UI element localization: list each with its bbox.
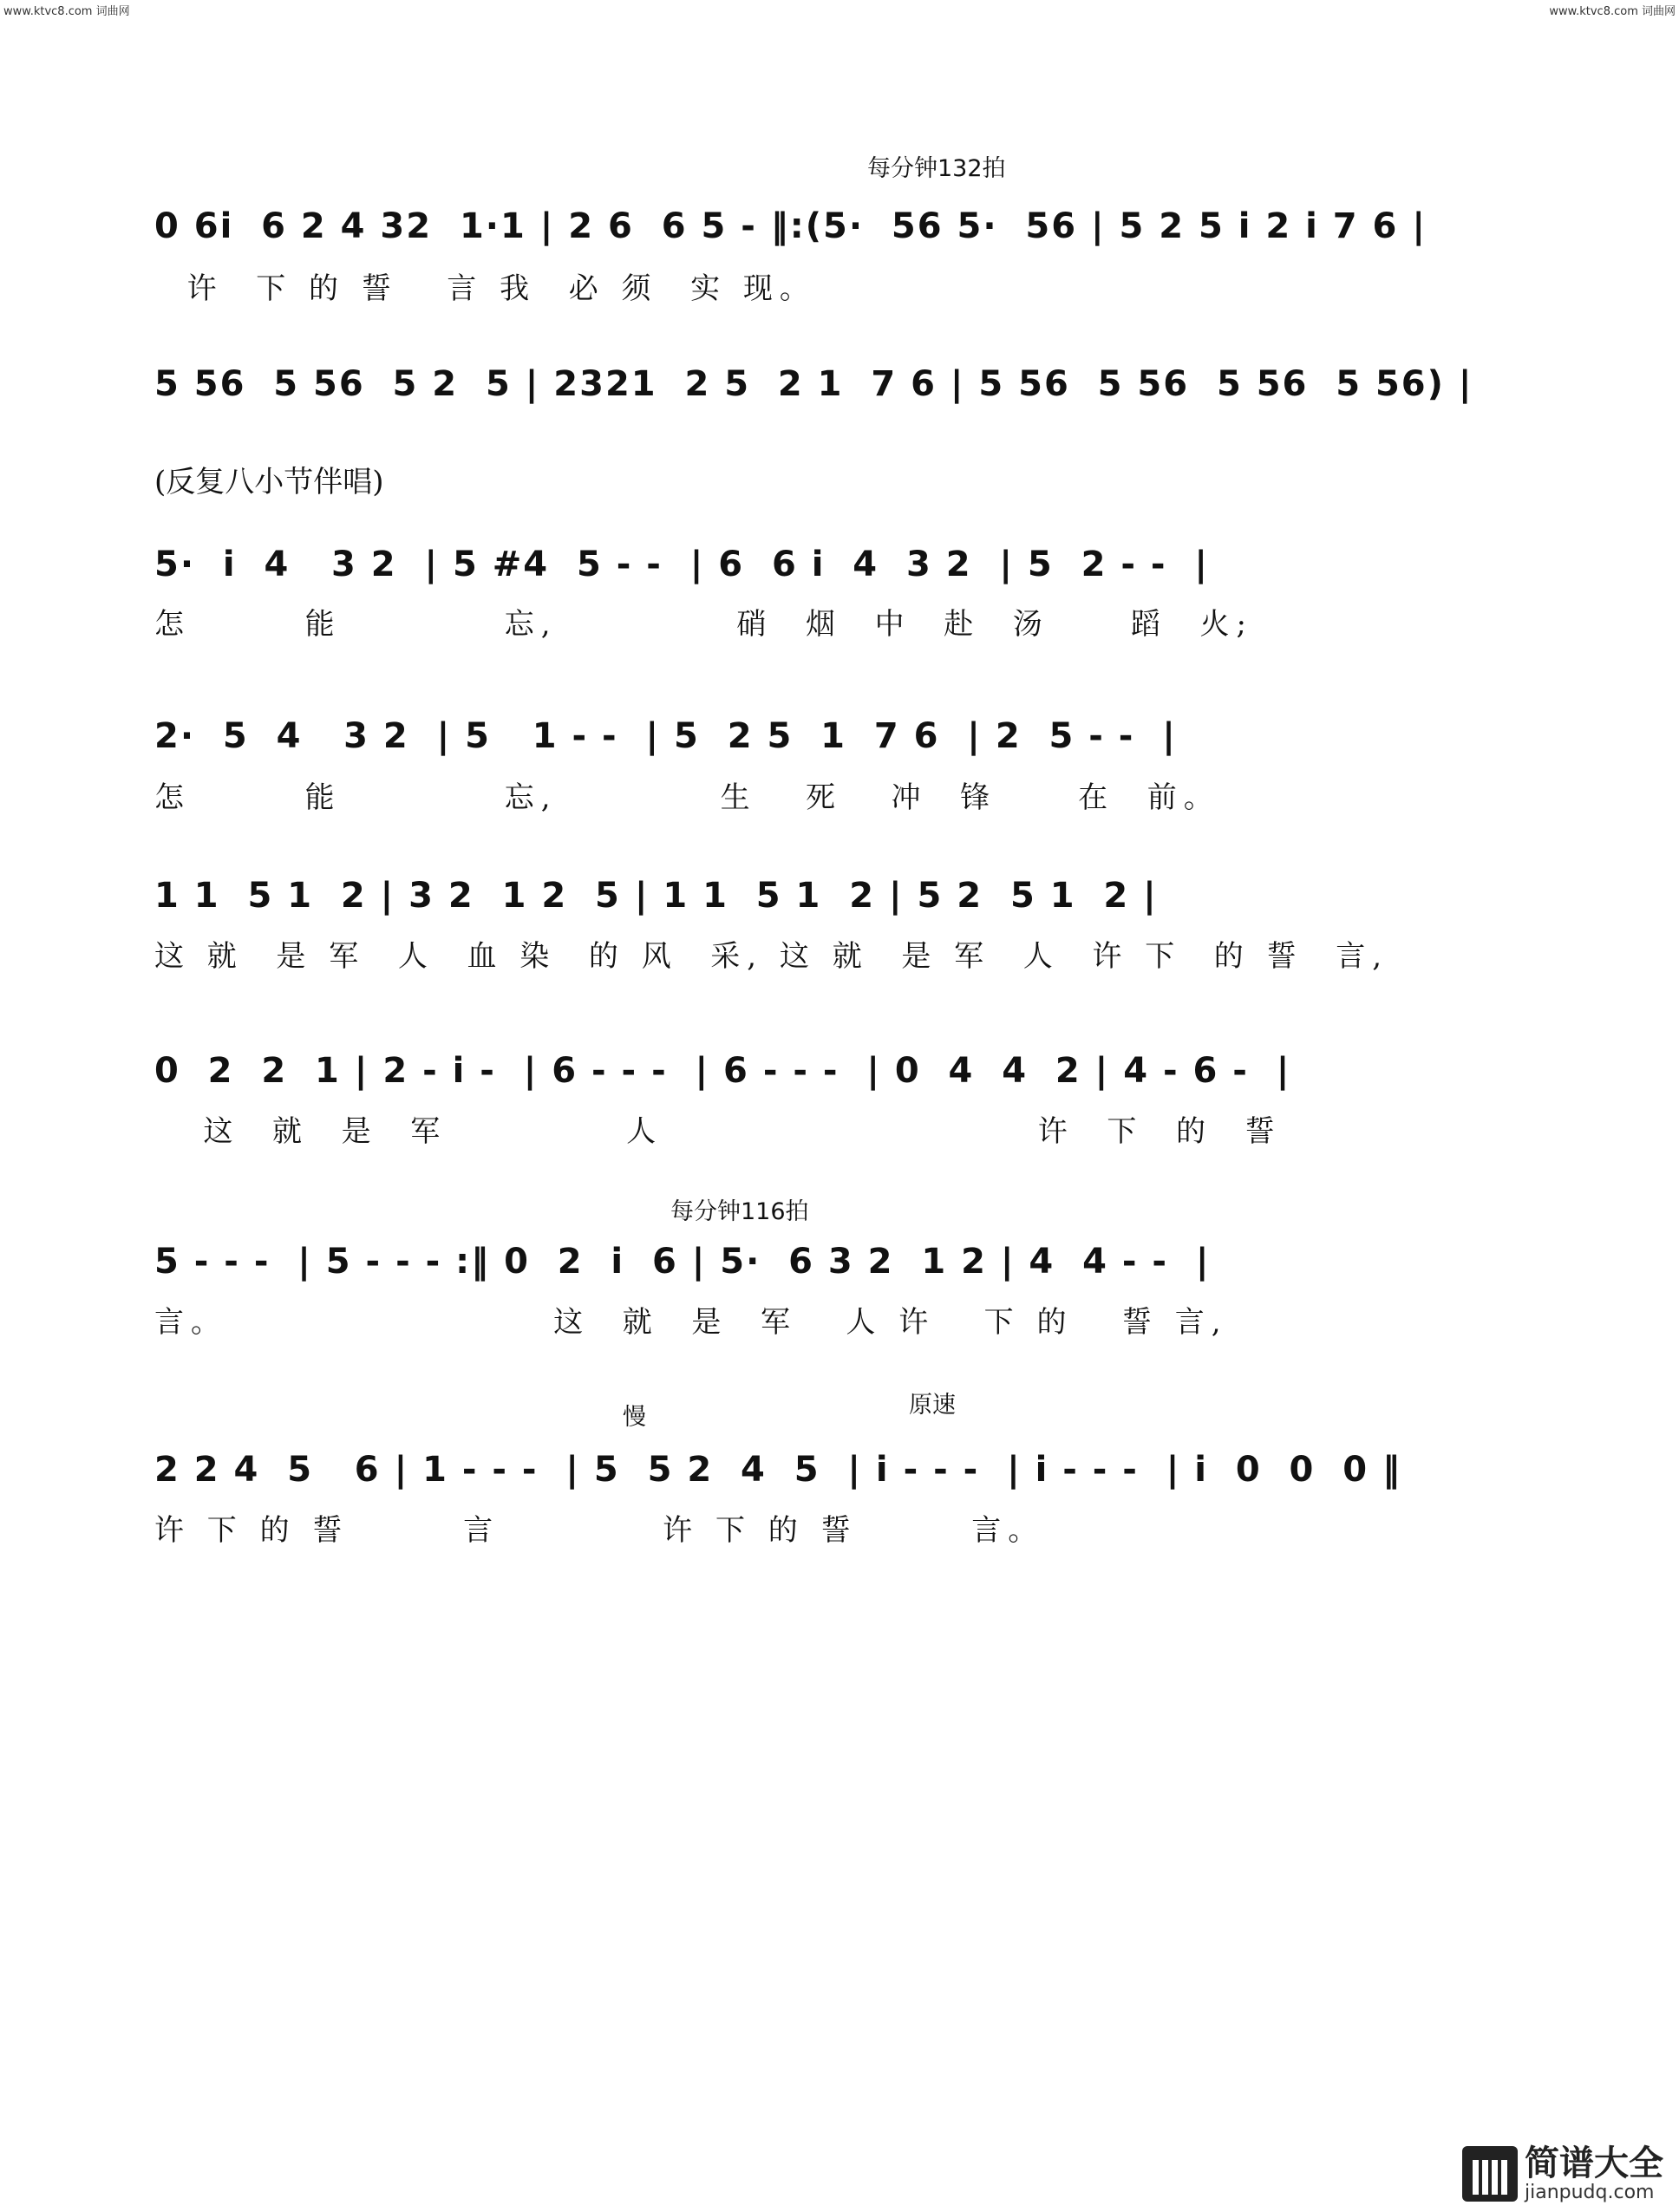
- tempo-marking-116: 每分钟116拍: [670, 1198, 809, 1225]
- lyric-row-3: 怎 能 忘, 硝 烟 中 赴 汤 蹈 火;: [154, 607, 1253, 642]
- notation-row-8: 2 2 4 5 6 | 1 - - - | 5 5 2 4 5 | i - - - | i - - - | i 0 0 0 ‖: [154, 1450, 1401, 1490]
- notation-row-1: 0 6i 6 2 4 32 1·1 | 2 6 6 5 - ‖:(5· 56 5· 56 | 5 2 5 i 2 i 7 6 |: [154, 206, 1427, 246]
- site-logo: [1462, 2144, 1663, 2203]
- notation-row-2: 5 56 5 56 5 2 5 | 2321 2 5 2 1 7 6 | 5 56 5 56 5 56 5 56) |: [154, 364, 1473, 404]
- header-left: www.ktvc8.com 词曲网: [3, 5, 130, 18]
- notation-row-4: 2· 5 4 3 2 | 5 1 - - | 5 2 5 1 7 6 | 2 5 - - |: [154, 716, 1177, 756]
- header-right: www.ktvc8.com 词曲网: [1549, 5, 1676, 18]
- logo-title: 简谱大全: [1525, 2143, 1663, 2183]
- notation-row-5: 1 1 5 1 2 | 3 2 1 2 5 | 1 1 5 1 2 | 5 2 5 1 2 |: [154, 876, 1158, 916]
- repeat-comment: (反复八小节伴唱): [154, 465, 384, 499]
- piano-keys-icon: [1462, 2146, 1518, 2202]
- expression-slow: 慢: [623, 1404, 646, 1431]
- notation-row-3: 5· i 4 3 2 | 5 #4 5 - - | 6 6 i 4 3 2 | 5 2 - - |: [154, 545, 1209, 584]
- notation-row-7: 5 - - - | 5 - - - :‖ 0 2 i 6 | 5· 6 3 2 1 2 | 4 4 - - |: [154, 1242, 1211, 1282]
- lyric-row-6: 这 就 是 军 人 许 下 的 誓: [154, 1114, 1282, 1149]
- lyric-row-4: 怎 能 忘, 生 死 冲 锋 在 前。: [154, 780, 1220, 815]
- expression-original-tempo: 原速: [909, 1392, 956, 1419]
- logo-url: jianpudq.com: [1525, 2181, 1655, 2203]
- lyric-row-8: 许 下 的 誓 言 许 下 的 誓 言。: [154, 1513, 1045, 1548]
- lyric-row-7: 言。 这 就 是 军 人 许 下 的 誓 言,: [154, 1305, 1228, 1340]
- notation-row-6: 0 2 2 1 | 2 - i - | 6 - - - | 6 - - - | 0 4 4 2 | 4 - 6 - |: [154, 1051, 1291, 1091]
- lyric-row-1: 许 下 的 誓 言 我 必 须 实 现。: [154, 271, 816, 306]
- lyric-row-5: 这 就 是 军 人 血 染 的 风 采, 这 就 是 军 人 许 下 的 誓 言,: [154, 939, 1389, 974]
- tempo-marking-132: 每分钟132拍: [867, 155, 1006, 182]
